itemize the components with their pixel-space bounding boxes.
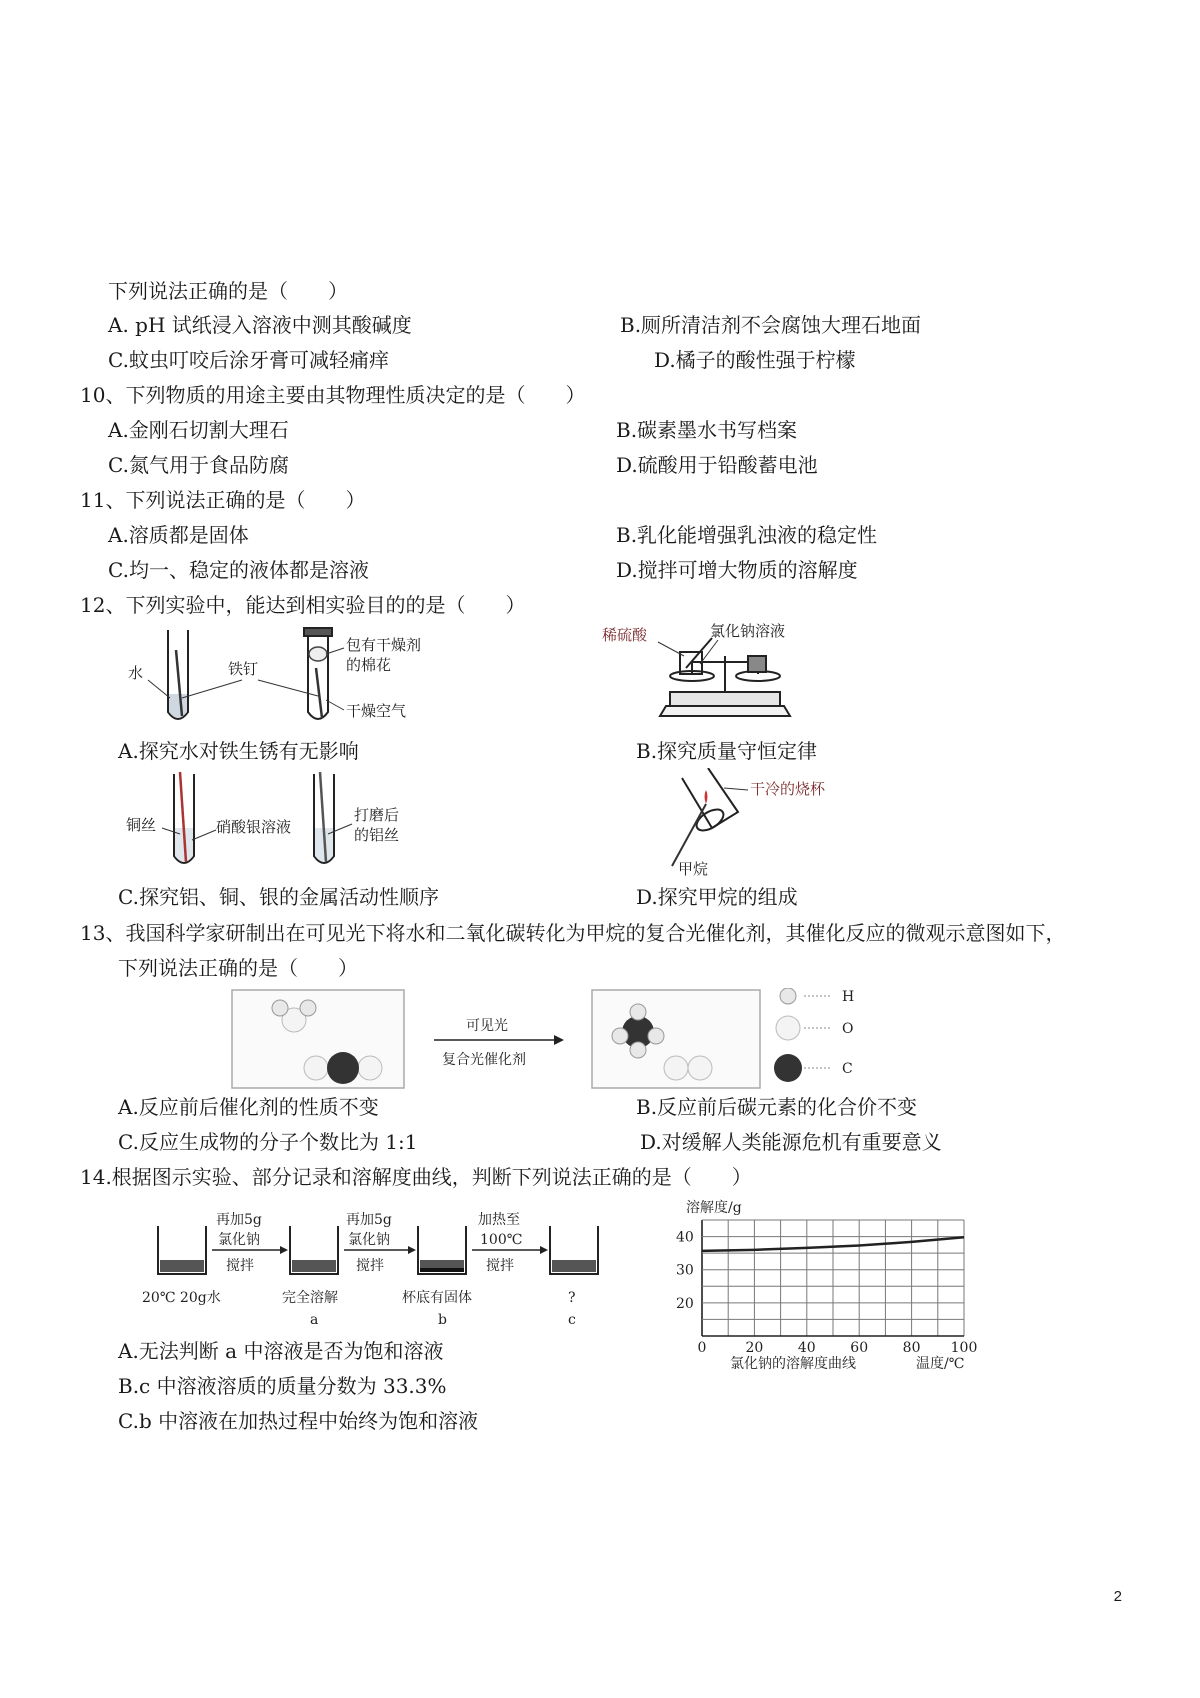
- chart-title: 氯化钠的溶解度曲线: [730, 1356, 856, 1372]
- x-tick-label: 100: [950, 1340, 978, 1356]
- y-tick-label: 40: [676, 1229, 694, 1246]
- q13-micro-diagram: [230, 988, 880, 1092]
- q12-figure-d: [660, 768, 840, 878]
- step1-nacl: 氯化钠: [218, 1232, 260, 1248]
- legend-hydrogen: H: [842, 989, 855, 1005]
- step2-add-5g: 再加5g: [346, 1212, 392, 1228]
- step3-stir: 搅拌: [486, 1258, 514, 1274]
- x-tick-label: 20: [745, 1340, 764, 1356]
- x-tick-label: 60: [850, 1340, 869, 1356]
- q10-option-d: D.硫酸用于铅酸蓄电池: [616, 453, 818, 477]
- beaker-b-note: 杯底有固体: [402, 1290, 472, 1306]
- label-silver-nitrate-solution: 硝酸银溶液: [216, 818, 292, 836]
- q13-option-b: B.反应前后碳元素的化合价不变: [636, 1095, 918, 1119]
- page-number: 2: [1113, 1588, 1122, 1605]
- label-dry-air: 干燥空气: [346, 702, 407, 720]
- q13-option-d: D.对缓解人类能源危机有重要意义: [640, 1130, 942, 1154]
- q14-stem: 14.根据图示实验、部分记录和溶解度曲线，判断下列说法正确的是（ ）: [80, 1165, 752, 1189]
- q12-option-d: D.探究甲烷的组成: [636, 885, 798, 909]
- q9-option-d: D.橘子的酸性强于柠檬: [654, 348, 856, 372]
- legend-carbon: C: [842, 1061, 853, 1077]
- step1-stir: 搅拌: [226, 1258, 254, 1274]
- label-cotton-line1: 包有干燥剂: [346, 636, 422, 654]
- q11-stem: 11、下列说法正确的是（ ）: [80, 488, 366, 512]
- label-sodium-chloride-solution: 氯化钠溶液: [710, 622, 786, 640]
- label-water: 水: [128, 664, 144, 682]
- label-dilute-sulfuric-acid: 稀硫酸: [602, 626, 648, 644]
- q11-option-c: C.均一、稳定的液体都是溶液: [108, 558, 369, 582]
- y-tick-label: 30: [676, 1262, 694, 1279]
- q12-figure-b: [600, 620, 814, 732]
- q12-option-c: C.探究铝、铜、银的金属活动性顺序: [118, 885, 439, 909]
- x-tick-label: 40: [797, 1340, 816, 1356]
- beaker-b-label: b: [438, 1312, 447, 1328]
- q12-figure-a: [120, 620, 472, 732]
- beaker-c-label: c: [568, 1312, 576, 1328]
- q13-option-a: A.反应前后催化剂的性质不变: [118, 1095, 379, 1119]
- beaker-a-label: a: [310, 1312, 319, 1328]
- chart-y-axis-label: 溶解度/g: [686, 1200, 742, 1216]
- q11-option-b: B.乳化能增强乳浊液的稳定性: [616, 523, 878, 547]
- q9-option-b: B.厕所清洁剂不会腐蚀大理石地面: [620, 313, 922, 337]
- q14-option-b: B.c 中溶液溶质的质量分数为 33.3%: [118, 1374, 447, 1398]
- beaker-a-note: 完全溶解: [282, 1290, 338, 1306]
- step1-add-5g: 再加5g: [216, 1212, 262, 1228]
- chart-y-ticks: [676, 1230, 694, 1312]
- step2-nacl: 氯化钠: [348, 1232, 390, 1248]
- step3-temperature: 100℃: [480, 1232, 523, 1248]
- chart-grid: [702, 1220, 964, 1336]
- x-tick-label: 80: [902, 1340, 921, 1356]
- q10-option-a: A.金刚石切割大理石: [108, 418, 289, 442]
- chart-x-axis-label: 温度/℃: [916, 1356, 965, 1372]
- legend-oxygen: O: [842, 1021, 854, 1037]
- q9-option-c: C.蚊虫叮咬后涂牙膏可减轻痛痒: [108, 348, 389, 372]
- q14-option-a: A.无法判断 a 中溶液是否为饱和溶液: [118, 1339, 444, 1363]
- label-iron-nail: 铁钉: [228, 660, 259, 678]
- q14-option-c: C.b 中溶液在加热过程中始终为饱和溶液: [118, 1409, 479, 1433]
- q12-option-a: A.探究水对铁生锈有无影响: [118, 739, 359, 763]
- step2-stir: 搅拌: [356, 1258, 384, 1274]
- label-cotton-line2: 的棉花: [346, 656, 392, 674]
- reaction-condition-light: 可见光: [466, 1018, 508, 1034]
- label-copper-wire: 铜丝: [126, 816, 157, 834]
- q12-figure-c: [120, 768, 432, 876]
- q13-option-c: C.反应生成物的分子个数比为 1:1: [118, 1130, 418, 1154]
- q13-stem-line1: 13、我国科学家研制出在可见光下将水和二氧化碳转化为甲烷的复合光催化剂，其催化反应的微观示意图如下，: [80, 921, 1066, 945]
- q11-option-a: A.溶质都是固体: [108, 523, 249, 547]
- chart-x-ticks: [698, 1340, 978, 1356]
- q10-option-c: C.氮气用于食品防腐: [108, 453, 289, 477]
- label-polished-line1: 打磨后: [354, 806, 400, 824]
- q10-option-b: B.碳素墨水书写档案: [616, 418, 798, 442]
- nacl-solubility-chart: [666, 1196, 996, 1376]
- q11-option-d: D.搅拌可增大物质的溶解度: [616, 558, 858, 582]
- label-methane: 甲烷: [678, 860, 709, 878]
- q12-option-b: B.探究质量守恒定律: [636, 739, 818, 763]
- label-aluminum-wire-line2: 的铝丝: [354, 826, 400, 844]
- q13-stem-line2: 下列说法正确的是（ ）: [118, 956, 358, 980]
- q14-experiment-diagram: [140, 1202, 610, 1332]
- step3-heat-to: 加热至: [478, 1212, 520, 1228]
- y-tick-label: 20: [676, 1295, 694, 1312]
- q9-stem: 下列说法正确的是（ ）: [108, 279, 348, 303]
- reaction-condition-catalyst: 复合光催化剂: [442, 1052, 526, 1068]
- beaker-c-note: ?: [568, 1290, 576, 1306]
- label-dry-cold-beaker: 干冷的烧杯: [750, 780, 826, 798]
- q12-stem: 12、下列实验中，能达到相实验目的的是（ ）: [80, 593, 526, 617]
- q10-stem: 10、下列物质的用途主要由其物理性质决定的是（ ）: [80, 383, 586, 407]
- start-condition: 20℃ 20g水: [142, 1290, 221, 1306]
- x-tick-label: 0: [697, 1340, 707, 1356]
- q9-option-a: A. pH 试纸浸入溶液中测其酸碱度: [108, 313, 412, 337]
